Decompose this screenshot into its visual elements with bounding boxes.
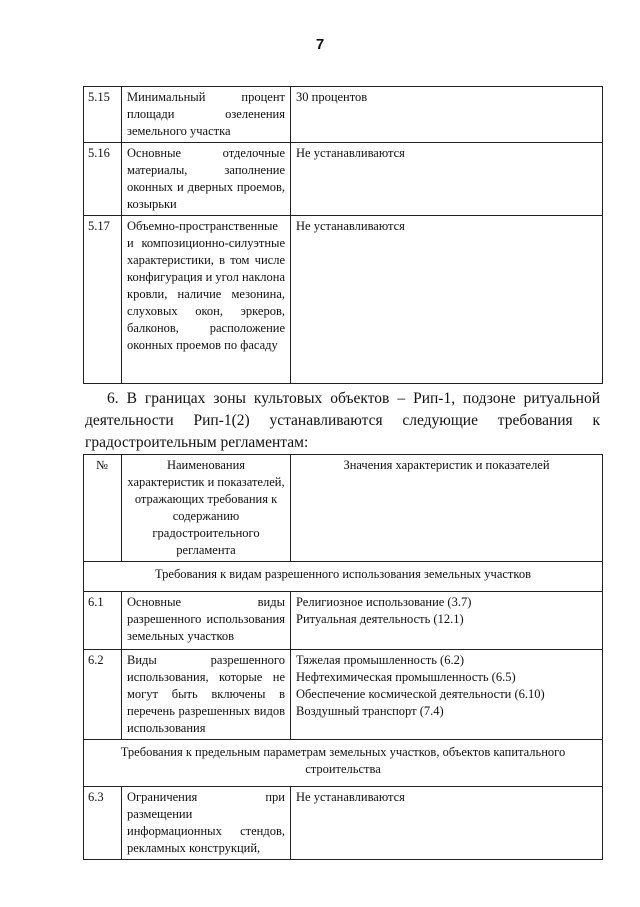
characteristic-value: Не устанавливаются xyxy=(291,143,603,216)
value-line: Религиозное использование (3.7) xyxy=(296,595,472,609)
header-value: Значения характеристик и показателей xyxy=(291,455,603,562)
characteristic-value xyxy=(291,592,603,650)
row-number: 6.1 xyxy=(84,592,122,650)
row-number: 5.17 xyxy=(84,216,122,384)
row-number: 6.2 xyxy=(84,650,122,740)
value-line: Нефтехимическая промышленность (6.5) xyxy=(296,670,516,684)
paragraph-number: 6. xyxy=(107,390,119,407)
characteristic-name: Минимальный процент площади озеленения земельного участка xyxy=(122,87,291,143)
requirements-table-continued xyxy=(83,86,603,384)
characteristic-name: Объемно-пространственные и композиционно-силуэтные характеристики, в том числе конфигурация и угол наклона кровли, наличие мезонина, слуховых окон, эркеров, балконов, расположение оконных проемов по фасаду xyxy=(122,216,291,384)
value-line: Воздушный транспорт (7.4) xyxy=(296,704,444,718)
characteristic-value: Не устанавливаются xyxy=(291,787,603,860)
table-row xyxy=(84,216,603,384)
table-row xyxy=(84,787,603,860)
value-line: Ритуальная деятельность (12.1) xyxy=(296,612,464,626)
characteristic-name: Виды разрешенного использования, которые не могут быть включены в перечень разрешенных видов использования xyxy=(122,650,291,740)
zone-requirements-table xyxy=(83,454,603,860)
section-heading-row xyxy=(84,740,603,787)
paragraph-text: В границах зоны культовых объектов – Рип-1, подзоне ритуальной деятельности Рип-1(2) устанавливаются следующие требования к градостроительным регламентам: xyxy=(85,390,600,451)
table-header-row xyxy=(84,455,603,562)
table-row xyxy=(84,592,603,650)
characteristic-name: Основные отделочные материалы, заполнение оконных и дверных проемов, козырьки xyxy=(122,143,291,216)
section-heading-row xyxy=(84,562,603,592)
row-number: 5.16 xyxy=(84,143,122,216)
section-paragraph xyxy=(85,388,600,454)
table-row xyxy=(84,87,603,143)
table-row xyxy=(84,143,603,216)
characteristic-name: Основные виды разрешенного использования земельных участков xyxy=(122,592,291,650)
header-number: № xyxy=(84,455,122,562)
characteristic-name: Ограничения при размещении информационных стендов, рекламных конструкций, xyxy=(122,787,291,860)
characteristic-value: 30 процентов xyxy=(291,87,603,143)
characteristic-value: Не устанавливаются xyxy=(291,216,603,384)
header-name: Наименования характеристик и показателей, отражающих требования к содержанию градостроительного регламента xyxy=(122,455,291,562)
section-heading: Требования к предельным параметрам земельных участков, объектов капитального строительства xyxy=(84,740,603,787)
row-number: 5.15 xyxy=(84,87,122,143)
table-row xyxy=(84,650,603,740)
row-number: 6.3 xyxy=(84,787,122,860)
value-line: Тяжелая промышленность (6.2) xyxy=(296,653,464,667)
characteristic-value xyxy=(291,650,603,740)
value-line: Обеспечение космической деятельности (6.10) xyxy=(296,687,545,701)
section-heading: Требования к видам разрешенного использования земельных участков xyxy=(84,562,603,592)
page-number: 7 xyxy=(315,36,325,53)
